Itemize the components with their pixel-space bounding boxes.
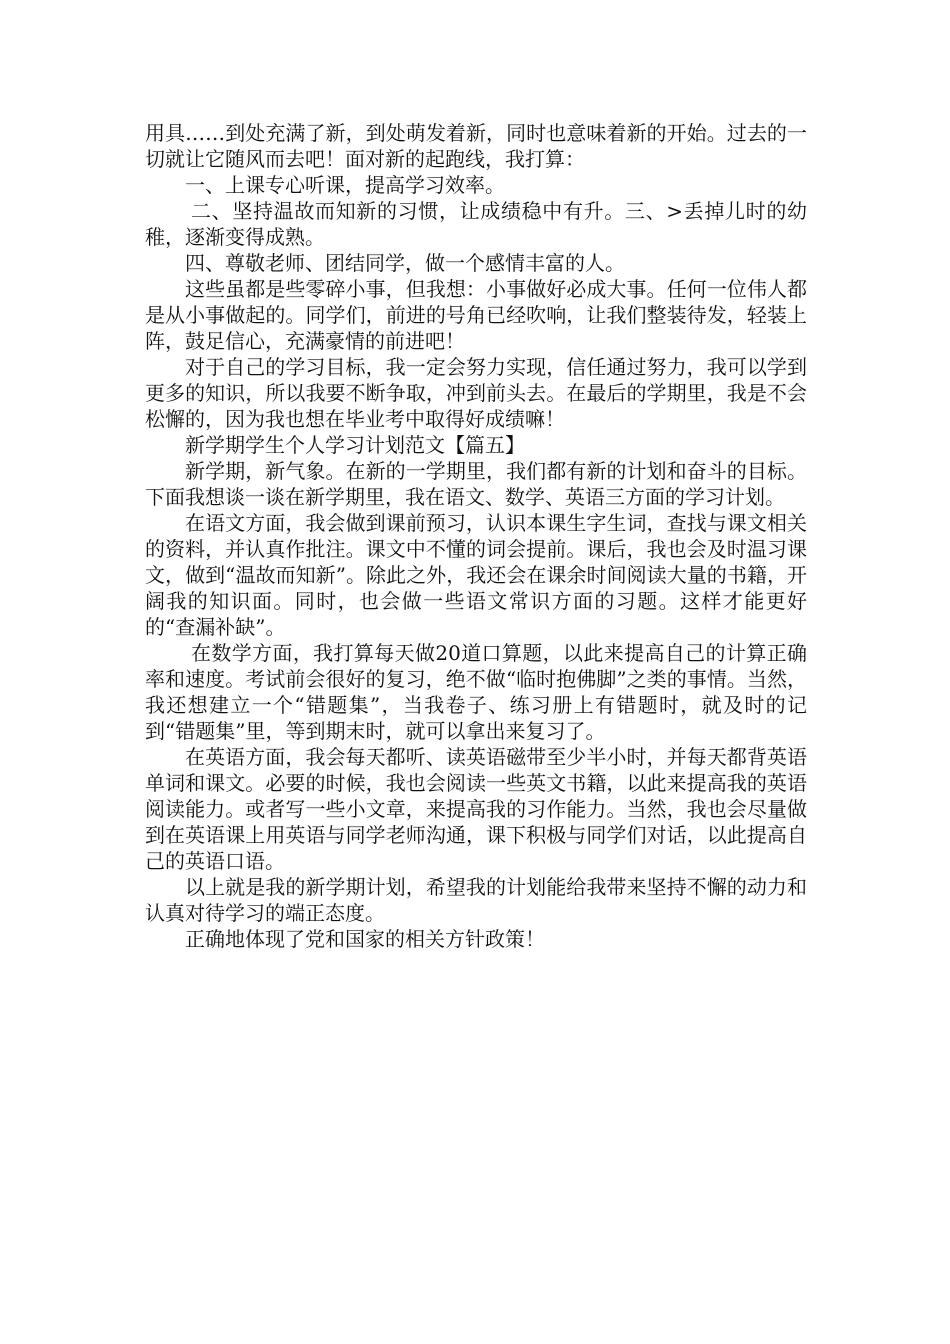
- section-heading: 新学期学生个人学习计划范文【篇五】: [185, 433, 525, 457]
- paragraph-intro: 用具……到处充满了新，到处萌发着新，同时也意味着新的开始。过去的一切就让它随风而去吧！面对新的起跑线，我打算：: [145, 121, 807, 171]
- paragraph-conclusion: 以上就是我的新学期计划，希望我的计划能给我带来坚持不懈的动力和认真对待学习的端正态度。: [145, 875, 807, 925]
- paragraph-plan-4: 四、尊敬老师、团结同学，做一个感情丰富的人。: [185, 251, 625, 275]
- paragraph-chinese: 在语文方面，我会做到课前预习，认识本课生字生词，查找与课文相关的资料，并认真作批注。课文中不懂的词会提前。课后，我也会及时温习课文，做到“温故而知新”。除此之外，我还会在课余时间阅读大量的书籍，开阔我的知识面。同时，也会做一些语文常识方面的习题。这样才能更好的“查漏补缺”。: [145, 511, 807, 639]
- paragraph-study-goal: 对于自己的学习目标，我一定会努力实现，信任通过努力，我可以学到更多的知识，所以我要不断争取，冲到前头去。在最后的学期里，我是不会松懈的，因为我也想在毕业考中取得好成绩嘛！: [145, 355, 807, 431]
- paragraph-plan-2-3: 二、坚持温故而知新的习惯，让成绩稳中有升。三、>丢掉儿时的幼稚，逐渐变得成熟。: [145, 199, 807, 249]
- paragraph-plan-1: 一、上课专心听课，提高学习效率。: [185, 173, 505, 197]
- paragraph-new-semester: 新学期，新气象。在新的一学期里，我们都有新的计划和奋斗的目标。下面我想谈一谈在新学期里，我在语文、数学、英语三方面的学习计划。: [145, 459, 807, 509]
- paragraph-english: 在英语方面，我会每天都听、读英语磁带至少半小时，并每天都背英语单词和课文。必要的时候，我也会阅读一些英文书籍，以此来提高我的英语阅读能力。或者写一些小文章，来提高我的习作能力。当然，我也会尽量做到在英语课上用英语与同学老师沟通，课下积极与同学们对话，以此提高自己的英语口语。: [145, 745, 807, 873]
- paragraph-small-things: 这些虽都是些零碎小事，但我想：小事做好必成大事。任何一位伟人都是从小事做起的。同学们，前进的号角已经吹响，让我们整装待发，轻装上阵，鼓足信心，充满豪情的前进吧！: [145, 277, 807, 353]
- paragraph-closing: 正确地体现了党和国家的相关方针政策！: [185, 927, 545, 951]
- paragraph-math: 在数学方面，我打算每天做20道口算题，以此来提高自己的计算正确率和速度。考试前会很好的复习，绝不做“临时抱佛脚”之类的事情。当然，我还想建立一个“错题集”，当我卷子、练习册上有错题时，就及时的记到“错题集”里，等到期末时，就可以拿出来复习了。: [145, 641, 807, 743]
- document-body: [145, 120, 807, 952]
